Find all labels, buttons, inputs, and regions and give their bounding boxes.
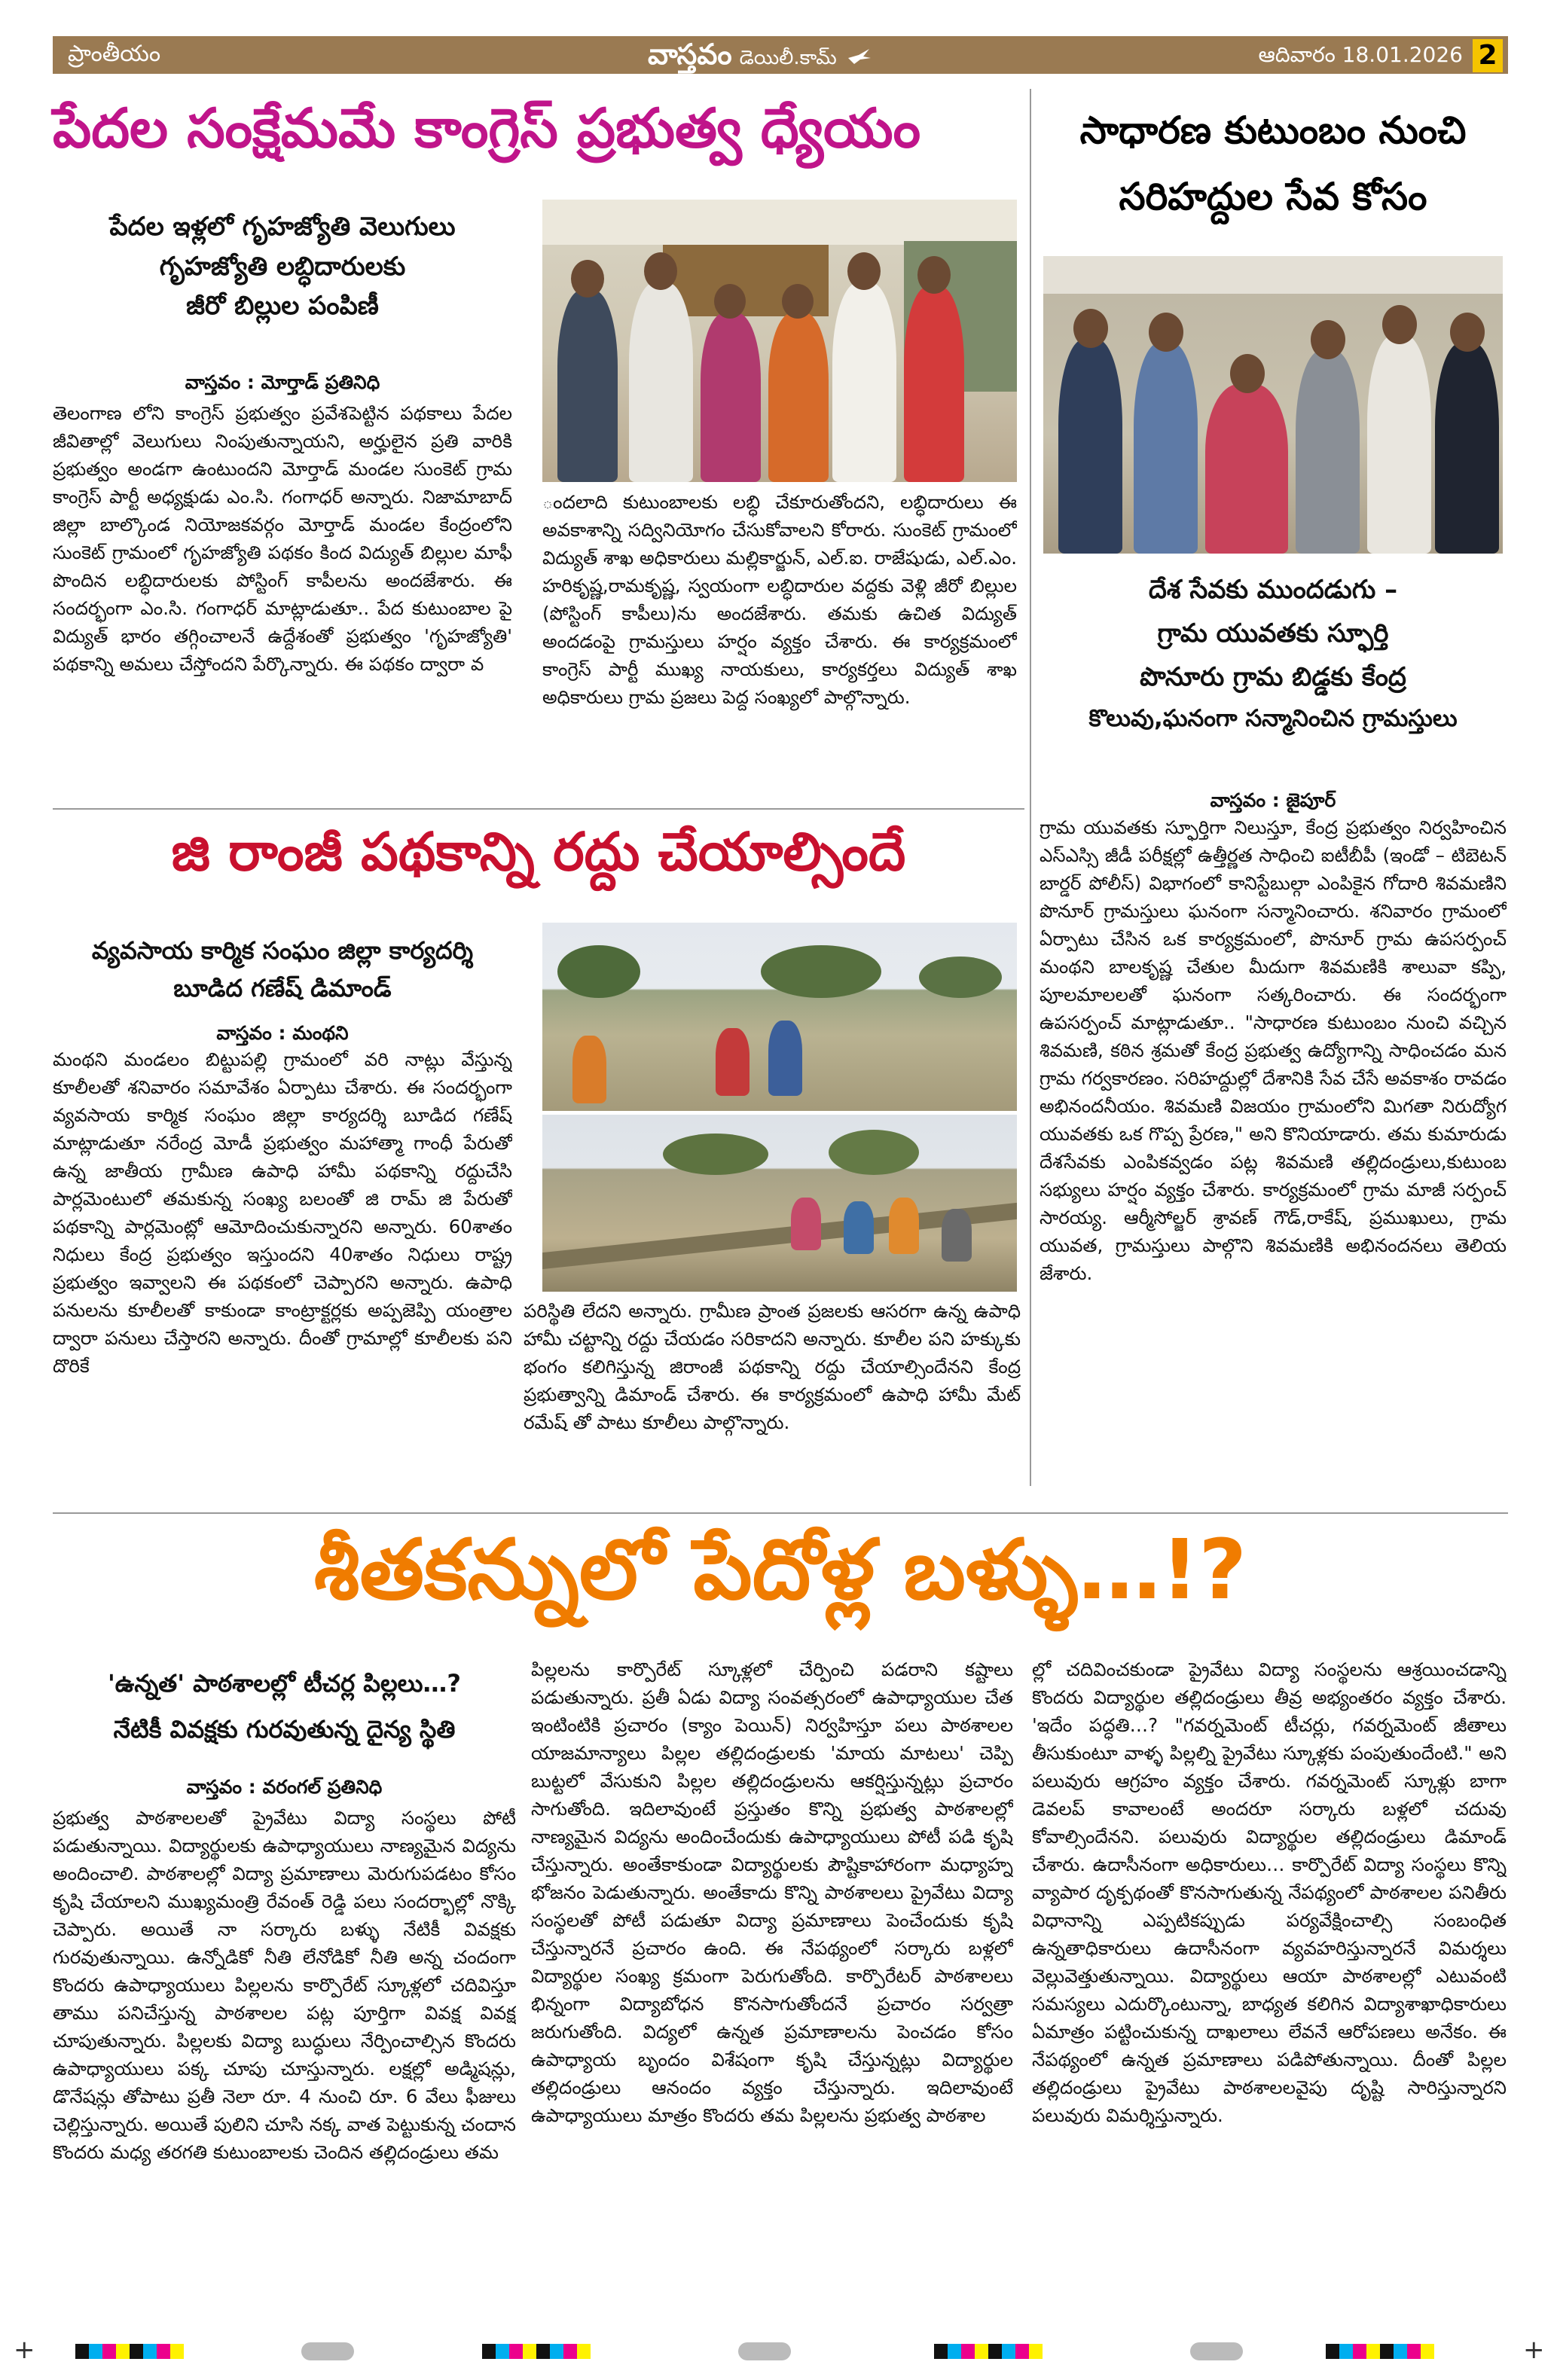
story1-subhead: పేదల ఇళ్లలో గృహజ్యోతి వెలుగులు bbox=[109, 212, 456, 242]
color-bar bbox=[934, 2344, 1043, 2359]
story1-body-col2: ందలాది కుటుంబాలకు లబ్ధి చేకూరుతోందని, లబ్ధిదారులు ఈ అవకాశాన్ని సద్వినియోగం చేసుకోవాలని కోరారు. సుంకెట్ గ్రామంలో విద్యుత్ శాఖ అధికారులు మల్లికార్జున్, ఎల్.ఐ. రాజేషుడు, ఎల్.ఎం. హరికృష్ణ,రామకృష్ణ, స్వయంగా లబ్ధిదారుల వద్దకు వెళ్లి జీరో బిల్లుల (పోస్టింగ్ కాపీలు)ను అందజేశారు. తమకు ఉచిత విద్యుత్ అందడంపై గ్రామస్తులు హర్షం వ్యక్తం చేశారు. ఈ కార్యక్రమంలో కాంగ్రెస్ పార్టీ ముఖ్య నాయకులు, కార్యకర్తలు విద్యుత్ శాఖ అధికారులు గ్రామ ప్రజలు పెద్ద సంఖ్యలో పాల్గొన్నారు. bbox=[542, 491, 1017, 708]
story1-subhead: జీరో బిల్లుల పంపిణీ bbox=[186, 291, 379, 322]
story1-photo bbox=[542, 200, 1017, 482]
story3-body-col2: పరిస్థితి లేదని అన్నారు. గ్రామీణ ప్రాంత ప్రజలకు ఆసరగా ఉన్న ఉపాధి హామీ చట్టాన్ని రద్దు చేయడం సరికాదని అన్నారు. కూలీల పని హక్కుకు భంగం కలిగిస్తున్న జిరాంజీ పథకాన్ని రద్దు చేయాల్సిందేనని కేంద్ర ప్రభుత్వాన్ని డిమాండ్ చేశారు. ఈ కార్యక్రమంలో ఉపాధి హామీ మేట్ రమేష్ తో పాటు కూలీలు పాల్గొన్నారు. bbox=[524, 1300, 1021, 1433]
separator bbox=[1030, 89, 1031, 1486]
story3-body-col1: మంథని మండలం బిట్టుపల్లి గ్రామంలో వరి నాట్లు వేస్తున్న కూలీలతో శనివారం సమావేశం ఏర్పాటు చేశారు. ఈ సందర్భంగా వ్యవసాయ కార్మిక సంఘం జిల్లా కార్యదర్శి బూడిద గణేష్ మాట్లాడుతూ నరేంద్ర మోడీ ప్రభుత్వం మహాత్మా గాంధీ పేరుతో ఉన్న జాతీయ గ్రామీణ ఉపాధి హామీ పథకాన్ని రద్దుచేసి పార్లమెంటులో తమకున్న సంఖ్య బలంతో జి రామ్ జి పేరుతో పథకాన్ని పార్లమెంట్లో ఆమోదించుకున్నారని అన్నారు. 60శాతం నిధులు కేంద్ర ప్రభుత్వం ఇస్తుందని 40శాతం నిధులు రాష్ట్ర ప్రభుత్వం ఇవ్వాలని ఈ పథకంలో చెప్పారని అన్నారు. ఉపాధి పనులను కూలీలతో కాకుండా కాంట్రాక్టర్లకు అప్పజెప్పి యంత్రాల ద్వారా పనులు చేస్తారని అన్నారు. దీంతో గ్రామాల్లో కూలీలకు పని దొరికే bbox=[53, 1048, 512, 1377]
story3-subhead: వ్యవసాయ కార్మిక సంఘం జిల్లా కార్యదర్శి bbox=[91, 936, 474, 965]
story1-byline: వాస్తవం : మోర్తాడ్ ప్రతినిధి bbox=[185, 371, 380, 393]
registration-mark: + bbox=[14, 2335, 35, 2365]
issue-date: ఆదివారం 18.01.2026 bbox=[1258, 42, 1463, 67]
masthead bbox=[53, 36, 1508, 74]
registration-mark: + bbox=[1523, 2335, 1545, 2365]
story3-byline: వాస్తవం : మంథని bbox=[216, 1022, 349, 1044]
story2-photo bbox=[1043, 256, 1503, 554]
section-label: ప్రాంతీయం bbox=[68, 41, 161, 67]
registration-oval bbox=[738, 2342, 791, 2360]
story3-photo-top bbox=[542, 923, 1017, 1111]
registration-oval bbox=[301, 2342, 354, 2360]
story2-byline: వాస్తవం : జైపూర్ bbox=[1210, 789, 1336, 811]
story1-subhead: గృహజ్యోతి లబ్ధిదారులకు bbox=[159, 251, 406, 282]
page-number: 2 bbox=[1473, 39, 1503, 72]
separator bbox=[53, 1512, 1508, 1514]
story3-photo-bottom bbox=[542, 1115, 1017, 1292]
story2-headline-line: సాధారణ కుటుంబం నుంచి bbox=[1079, 108, 1467, 152]
brand-logo: వాస్తవం డెయిలీ.కామ్ bbox=[648, 38, 872, 78]
story1-subheads bbox=[53, 207, 512, 326]
bird-icon bbox=[847, 47, 872, 66]
story4-body-col2: పిల్లలను కార్పొరేట్ స్కూళ్లలో చేర్పించి పడరాని కష్టాలు పడుతున్నారు. ప్రతీ ఏడు విద్యా సంవత్సరంలో ఉపాధ్యాయుల చేత ఇంటింటికి ప్రచారం (క్యాం పెయిన్) నిర్వహిస్తూ పలు పాఠశాలల యాజమాన్యాలు పిల్లల తల్లిదండ్రులకు 'మాయ మాటలు' చెప్పి బుట్టలో వేసుకుని పిల్లల తల్లిదండ్రులను ఆకర్షిస్తున్నట్లు ప్రచారం సాగుతోంది. ఇదిలావుంటే ప్రస్తుతం కొన్ని ప్రభుత్వ పాఠశాలల్లో నాణ్యమైన విద్యను అందించేందుకు ఉపాధ్యాయులు పోటీ పడి కృషి చేస్తున్నారు. అంతేకాకుండా విద్యార్థులకు పౌష్టికాహారంగా మధ్యాహ్న భోజనం పెడుతున్నారు. అంతేకాదు కొన్ని పాఠశాలలు ప్రైవేటు విద్యా సంస్థలతో పోటీ పడుతూ విద్యా ప్రమాణాలు పెంచేందుకు కృషి చేస్తున్నారనే ప్రచారం ఉంది. ఈ నేపథ్యంలో సర్కారు బళ్లలో విద్యార్థుల సంఖ్య క్రమంగా పెరుగుతోంది. కార్పొరేటర్ పాఠశాలలు భిన్నంగా విద్యాబోధన కొనసాగుతోందనే ప్రచారం సర్వత్రా జరుగుతోంది. విద్యలో ఉన్నత ప్రమాణాలను పెంచడం కోసం ఉపాధ్యాయ బృందం విశేషంగా కృషి చేస్తున్నట్లు విద్యార్థుల తల్లిదండ్రులు ఆనందం వ్యక్తం చేస్తున్నారు. ఇదిలావుంటే ఉపాధ్యాయులు మాత్రం కొందరు తమ పిల్లలను ప్రభుత్వ పాఠశాల bbox=[531, 1658, 1013, 2126]
story3-subheads bbox=[53, 932, 512, 1007]
story4-subhead: నేటికీ వివక్షకు గురవుతున్న దైన్య స్థితి bbox=[113, 1714, 456, 1744]
story2-subhead: కొలువు,ఘనంగా సన్మానించిన గ్రామస్తులు bbox=[1088, 705, 1458, 733]
story2-headline-line: సరిహద్దుల సేవ కోసం bbox=[1119, 174, 1427, 218]
separator bbox=[53, 808, 1024, 810]
story2-subhead: దేశ సేవకు ముందడుగు – bbox=[1148, 575, 1398, 605]
story4-byline: వాస్తవం : వరంగల్ ప్రతినిధి bbox=[186, 1776, 383, 1798]
color-bar bbox=[75, 2344, 184, 2359]
story2-headline bbox=[1040, 98, 1507, 230]
story2-subheads bbox=[1040, 569, 1507, 739]
story3-headline: జి రాంజీ పథకాన్ని రద్దు చేయాల్సిందే bbox=[171, 821, 906, 883]
color-bar bbox=[482, 2344, 591, 2359]
story2-subhead: గ్రామ యువతకు స్ఫూర్తి bbox=[1157, 618, 1389, 648]
registration-oval bbox=[1190, 2342, 1243, 2360]
color-bar bbox=[1326, 2344, 1434, 2359]
story4-subheads bbox=[53, 1661, 516, 1753]
story4-headline: శీతకన్నులో పేదోళ్ల బళ్ళు…!? bbox=[313, 1521, 1247, 1618]
story4-subhead: 'ఉన్నత' పాఠశాలల్లో టీచర్ల పిల్లలు…? bbox=[108, 1669, 461, 1698]
story1-headline: పేదల సంక్షేమమే కాంగ్రెస్ ప్రభుత్వ ధ్యేయం bbox=[53, 96, 921, 160]
story2-subhead: పొనూరు గ్రామ బిడ్డకు కేంద్ర bbox=[1140, 661, 1406, 692]
story3-subhead: బూడిద గణేష్ డిమాండ్ bbox=[173, 973, 392, 1002]
story4-body-col1: ప్రభుత్వ పాఠశాలలతో ప్రైవేటు విద్యా సంస్థలు పోటీ పడుతున్నాయి. విద్యార్థులకు ఉపాధ్యాయులు నాణ్యమైన విద్యను అందించాలి. పాఠశాలల్లో విద్యా ప్రమాణాలు మెరుగుపడటం కోసం కృషి చేయాలని ముఖ్యమంత్రి రేవంత్ రెడ్డి పలు సందర్భాల్లో నొక్కి చెప్పారు. అయితే నా సర్కారు బళ్ళు నేటికీ వివక్షకు గురవుతున్నాయి. ఉన్నోడికో నీతి లేనోడికో నీతి అన్న చందంగా కొందరు ఉపాధ్యాయులు పిల్లలను కార్పొరేట్ స్కూళ్లలో చదివిస్తూ తాము పనిచేస్తున్న పాఠశాలల పట్ల పూర్తిగా వివక్ష వివక్ష చూపుతున్నారు. పిల్లలకు విద్యా బుద్ధులు నేర్పించాల్సిన కొందరు ఉపాధ్యాయులు పక్క చూపు చూస్తున్నారు. లక్షల్లో అడ్మిషన్లు, డొనేషన్లు తోపాటు ప్రతీ నెలా రూ. 4 నుంచి రూ. 6 వేలు ఫీజులు చెల్లిస్తున్నారు. అయితే పులిని చూసి నక్క వాత పెట్టుకున్న చందాన కొందరు మధ్య తరగతి కుటుంబాలకు చెందిన తల్లిదండ్రులు తమ bbox=[53, 1807, 516, 2163]
story1-body-col1: తెలంగాణ లోని కాంగ్రెస్ ప్రభుత్వం ప్రవేశపెట్టిన పథకాలు పేదల జీవితాల్లో వెలుగులు నింపుతున్నాయని, అర్హులైన ప్రతి వారికి ప్రభుత్వం అండగా ఉంటుందని మోర్తాడ్ మండల సుంకెట్ గ్రామ కాంగ్రెస్ పార్టీ అధ్యక్షుడు ఎం.సి. గంగాధర్ అన్నారు. నిజామాబాద్ జిల్లా బాల్కొండ నియోజకవర్గం మోర్తాడ్ మండల కేంద్రంలోని సుంకెట్ గ్రామంలో గృహజ్యోతి పథకం కింద విద్యుత్ బిల్లుల మాఫీ పొందిన లబ్ధిదారులకు పోస్టింగ్ కాపీలను అందజేశారు. ఈ సందర్భంగా ఎం.సి. గంగాధర్ మాట్లాడుతూ.. పేద కుటుంబాల పై విద్యుత్ భారం తగ్గించాలనే ఉద్దేశంతో ప్రభుత్వం 'గృహజ్యోతి' పథకాన్ని అమలు చేస్తోందని పేర్కొన్నారు. ఈ పథకం ద్వారా వ bbox=[53, 402, 512, 675]
story4-body-col3: ల్లో చదివించకుండా ప్రైవేటు విద్యా సంస్థలను ఆశ్రయించడాన్ని కొందరు విద్యార్థుల తల్లిదండ్రులు తీవ్ర అభ్యంతరం వ్యక్తం చేశారు. 'ఇదేం పద్ధతి…? "గవర్నమెంట్ టీచర్లు, గవర్నమెంట్ జీతాలు తీసుకుంటూ వాళ్ళ పిల్లల్ని ప్రైవేటు స్కూళ్లకు పంపుతుందేంటి." అని పలువురు ఆగ్రహం వ్యక్తం చేశారు. గవర్నమెంట్ స్కూళ్లు బాగా డెవలప్ కావాలంటే అందరూ సర్కారు బళ్లలో చదువు కోవాల్సిందేనని. పలువురు విద్యార్థుల తల్లిదండ్రులు డిమాండ్ చేశారు. ఉదాసీనంగా అధికారులు… కార్పొరేట్ విద్యా సంస్థలు కొన్ని వ్యాపార దృక్పథంతో కొనసాగుతున్న నేపథ్యంలో పాఠశాలల పనితీరు విధానాన్ని ఎప్పటికప్పుడు పర్యవేక్షించాల్సి సంబంధిత ఉన్నతాధికారులు ఉదాసీనంగా వ్యవహరిస్తున్నారనే విమర్శలు వెల్లువెత్తుతున్నాయి. విద్యార్థులు ఆయా పాఠశాలల్లో ఎటువంటి సమస్యలు ఎదుర్కొంటున్నా, బాధ్యత కలిగిన విద్యాశాఖాధికారులు ఏమాత్రం పట్టించుకున్న దాఖలాలు లేవనే ఆరోపణలు అనేకం. ఈ నేపథ్యంలో ఉన్నత ప్రమాణాలు పడిపోతున్నాయి. దీంతో పిల్లల తల్లిదండ్రులు ప్రైవేటు పాఠశాలలవైపు దృష్టి సారిస్తున్నారని పలువురు విమర్శిస్తున్నారు. bbox=[1032, 1658, 1507, 2126]
story2-body: గ్రామ యువతకు స్ఫూర్తిగా నిలుస్తూ, కేంద్ర ప్రభుత్వం నిర్వహించిన ఎస్ఎస్సి జీడీ పరీక్షల్లో ఉత్తీర్ణత సాధించి ఐటీబీపీ (ఇండో – టిబెటన్ బార్డర్ పోలీస్) విభాగంలో కానిస్టేబుల్గా ఎంపికైన గోదారి శివమణిని పొనూర్ గ్రామస్తులు ఘనంగా సన్మానించారు. శనివారం గ్రామంలో ఏర్పాటు చేసిన ఒక కార్యక్రమంలో, పొనూర్ గ్రామ ఉపసర్పంచ్ మంథని బాలకృష్ణ చేతుల మీదుగా శివమణికి శాలువా కప్పి, పూలమాలలతో ఘనంగా సత్కరించారు. ఈ సందర్భంగా ఉపసర్పంచ్ మాట్లాడుతూ.. "సాధారణ కుటుంబం నుంచి వచ్చిన శివమణి, కఠిన శ్రమతో కేంద్ర ప్రభుత్వ ఉద్యోగాన్ని సాధించడం మన గ్రామ గర్వకారణం. సరిహద్దుల్లో దేశానికి సేవ చేసే అవకాశం రావడం అభినందనీయం. శివమణి విజయం గ్రామంలోని మిగతా నిరుద్యోగ యువతకు ఒక గొప్ప ప్రేరణ," అని కొనియాడారు. తమ కుమారుడు దేశసేవకు ఎంపికవ్వడం పట్ల శివమణి తల్లిదండ్రులు,కుటుంబ సభ్యులు హర్షం వ్యక్తం చేశారు. కార్యక్రమంలో గ్రామ మాజీ సర్పంచ్ సారయ్య. ఆర్మీసోల్జర్ శ్రావణ్ గౌడ్,రాకేష్, ప్రముఖులు, గ్రామ యువత, గ్రామస్తులు పాల్గొని శివమణికి అభినందనలు తెలియ జేశారు. bbox=[1040, 816, 1507, 1284]
